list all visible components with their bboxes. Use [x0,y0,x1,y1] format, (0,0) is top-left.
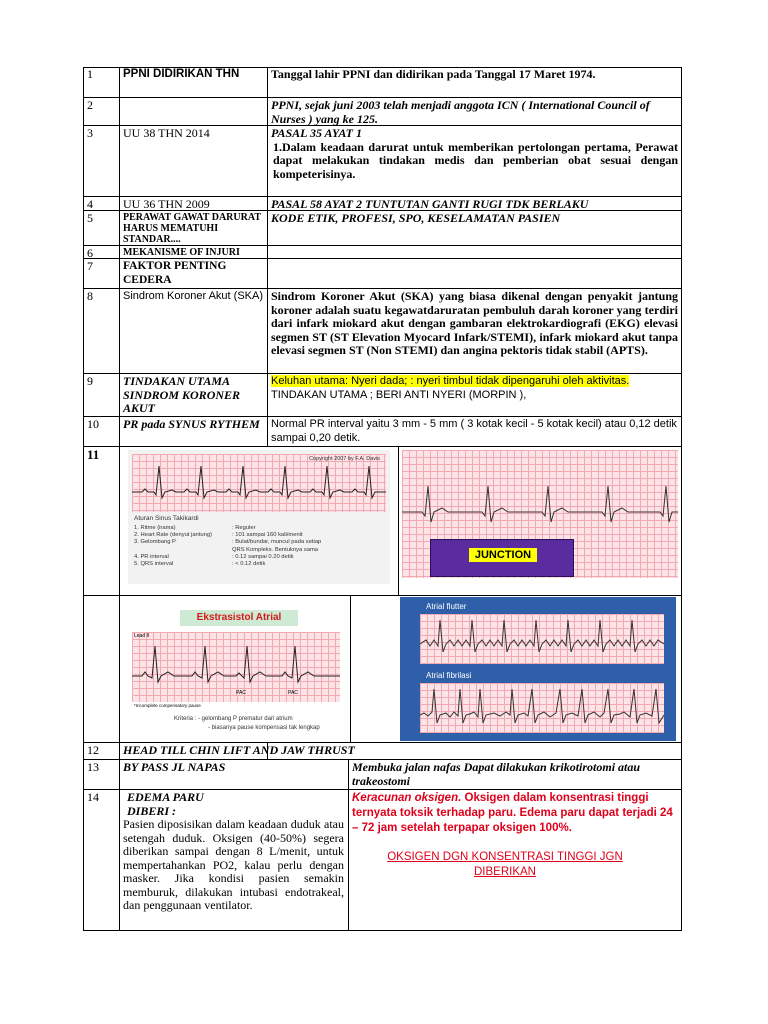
row-content [267,126,682,182]
ekstrasistol-atrial-image [128,604,344,738]
fibrilasi-strip [420,683,664,733]
ecg-waveform [132,454,386,512]
row-title: UU 36 THN 2009 [123,197,210,211]
row-title: PERAWAT GAWAT DARURAT HARUS MEMATUHI STANDAR.... [123,212,261,245]
row-content: PASAL 58 AYAT 2 TUNTUTAN GANTI RUGI TDK BERLAKU [271,197,589,211]
kriteria-text: Kriteria : - gelombang P prematur dari atrium [174,716,293,722]
row-content [267,374,682,403]
pac-label: PAC [236,690,246,696]
copyright-text: Copyright 2007 by F.A. Davis [309,456,380,462]
sinus-item: 2. Heart Rate (denyut jantung) : 101 sampai 160 kali/menit [134,532,303,539]
table-row [83,374,682,417]
row-content-highlight: Keluhan utama: Nyeri dada; : nyeri timbul tidak dipengaruhi oleh aktivitas. [271,375,630,387]
compensatory-note: *Incomplete compensatory pause [134,703,201,708]
row-number: 3 [87,126,93,140]
row-content: Normal PR interval yaitu 3 mm - 5 mm ( 3 kotak kecil - 5 kotak kecil) atau 0,12 detik sampai 0,20 detik. [271,418,677,444]
row-number: 14 [87,790,99,804]
sinus-tachycardia-image [128,450,390,584]
flutter-strip [420,614,664,664]
pac-label-2: PAC [288,690,298,696]
table-row [83,211,682,246]
table-row [83,98,682,126]
atrial-flutter-fibrilasi-image [400,597,676,741]
table-row [83,760,682,790]
row-title: MEKANISME OF INJURI [123,247,240,258]
table-row [83,259,682,289]
row-title: Sindrom Koroner Akut (SKA) [123,290,264,302]
row-number: 6 [87,246,93,260]
ecg-strip [132,454,386,512]
row-number: 8 [87,289,93,303]
row-number: 1 [87,67,93,81]
row-title-body: Pasien diposisikan dalam keadaan duduk atau setengah duduk. Oksigen (40-50%) segera diberikan sampai dengan 8 L/menit, untuk mempertahankan PO2, kalau perlu dengan masker. Jika kondisi pasien semakin memburuk, dilakukan intubasi endotrakeal, dan penggunaan ventilator. [123,817,344,912]
row-number: 2 [87,98,93,112]
row-number: 7 [87,259,93,273]
row-title: UU 38 THN 2014 [123,126,210,140]
row-content: PPNI, sejak juni 2003 telah menjadi anggota ICN ( International Council of Nurses ) yang ke 125. [271,98,650,126]
row-content-heading: PASAL 35 AYAT 1 [271,126,363,140]
row-title: PPNI DIDIRIKAN THN [123,68,240,80]
row-number: 5 [87,211,93,225]
row-title: PR pada SYNUS RYTHEM [123,417,260,431]
lead-label: Lead II [134,633,150,639]
table-row [83,289,682,374]
row-title: FAKTOR PENTING CEDERA [123,260,227,286]
row-title: HEAD TILL CHIN LIFT AND JAW THRUST [123,743,355,757]
row-content-text: Oksigen dalam konsentrasi tinggi ternyata toksik terhadap paru. Edema paru dapat terjadi 24 – 72 jam setelah terpapar oksigen 100%. [352,792,673,834]
flutter-waveform [420,614,664,664]
row-title-subheading: DIBERI : [127,803,177,818]
row-title [119,98,267,100]
row-number: 4 [87,197,93,211]
row-content [348,790,682,881]
row-number: 13 [87,760,99,774]
row-title: TINDAKAN UTAMA SINDROM KORONER AKUT [123,374,241,415]
sinus-items [134,525,384,568]
sinus-heading: Aturan Sinus Takikardi [134,515,199,522]
sinus-item: 1. Ritme (irama) : Reguler [134,525,256,531]
table-row [83,126,682,197]
row-content-text: 1.Dalam keadaan darurat untuk memberikan pertolongan pertama, Perawat dapat melakukan tindakan medis dan pemberian obat sesuai dengan kompeterisinya. [273,139,678,181]
ekstrasistol-title: Ekstrasistol Atrial [180,610,298,626]
row-content [267,246,682,248]
table-row [83,197,682,211]
sinus-item: 5. QRS interval : < 0.12 detik [134,561,266,568]
row-content [267,259,682,261]
junction-rhythm-image [402,450,678,578]
atrial-flutter-label: Atrial flutter [426,602,467,611]
row-number: 11 [87,447,100,462]
row-content: KODE ETIK, PROFESI, SPO, KESELAMATAN PASIEN [271,211,561,225]
atrial-fibrilasi-label: Atrial fibrilasi [426,671,472,680]
fibrilasi-waveform [420,683,664,733]
row-number: 10 [87,417,99,431]
table-row [83,67,682,98]
row-content-red-2: OKSIGEN DGN KONSENTRASI TINGGI JGN DIBERIKAN [387,851,623,878]
junction-banner [430,539,574,577]
row-content-text: Tanggal lahir PPNI dan didirikan pada Tanggal 17 Maret 1974. [271,67,596,81]
row-content: Sindrom Koroner Akut (SKA) yang biasa dikenal dengan penyakit jantung koroner adalah suatu kegawatdaruratan pembuluh darah koroner yang terdiri dari infark miokard akut dengan gambaran elektrokardiografi (EKG) elevasi segmen ST (ST Elevation Myocard Infark/STEMI), infark miokard akut tanpa elevasi segmen ST (Non STEMI) dan angina pektoris tidak stabil (APTS). [271,289,678,357]
row-number: 12 [87,743,99,757]
row-content [267,67,682,83]
table-row [83,246,682,259]
table-row [83,743,682,760]
row-content: Membuka jalan nafas Dapat dilakukan krikotirotomi atau trakeostomi [352,760,641,788]
row-content-red: Keracunan oksigen. [352,792,462,804]
row-content-text: TINDAKAN UTAMA ; BERI ANTI NYERI (MORPIN ), [271,388,527,401]
junction-label: JUNCTION [469,548,537,562]
table-row [83,790,682,931]
row-number: 9 [87,374,93,388]
table-row [83,417,682,447]
sinus-item: 3. Gelombang P : Bulat/bundar, muncul pada setiap QRS Kompleks. Bentuknya sama [134,539,322,553]
sinus-item: 4. PR interval : 0.12 sampai 0.20 detik [134,553,294,560]
row-title [119,790,348,914]
kriteria-text-2: - biasanya pause kompensasi tak lengkap [208,725,320,731]
ecg-strip [132,632,340,702]
row-title: BY PASS JL NAPAS [123,760,226,774]
row-title-heading: EDEMA PARU [127,790,204,804]
